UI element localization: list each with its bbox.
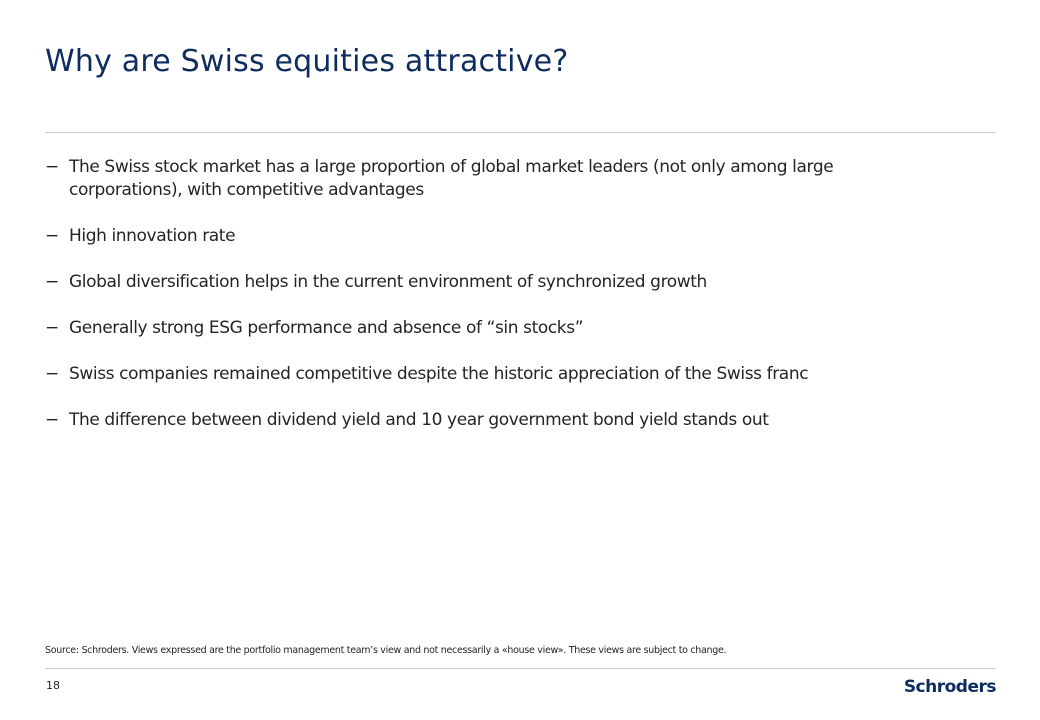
bullet-dash: − xyxy=(45,410,59,430)
source-footnote: Source: Schroders. Views expressed are the portfolio management team’s view and not necessarily a «house view». These views are subject to change. xyxy=(45,645,727,656)
page-number: 18 xyxy=(46,679,60,692)
bullet-item xyxy=(45,271,945,294)
bullet-text: High innovation rate xyxy=(69,226,236,246)
bullet-item xyxy=(45,363,945,386)
title-divider xyxy=(45,132,996,133)
bullet-text: Swiss companies remained competitive despite the historic appreciation of the Swiss franc xyxy=(69,364,809,384)
bullet-dash: − xyxy=(45,226,59,246)
bullet-item xyxy=(45,156,945,202)
bullet-dash: − xyxy=(45,318,59,338)
schroders-logo: Schroders xyxy=(903,677,996,697)
bullet-dash: − xyxy=(45,157,59,177)
bullet-text: Generally strong ESG performance and absence of “sin stocks” xyxy=(69,318,584,338)
bullet-text: The difference between dividend yield and 10 year government bond yield stands out xyxy=(69,410,769,430)
bullet-item xyxy=(45,225,945,248)
bullet-list xyxy=(45,156,945,455)
slide-title: Why are Swiss equities attractive? xyxy=(45,44,569,79)
bullet-text: Global diversification helps in the current environment of synchronized growth xyxy=(69,272,707,292)
bullet-dash: − xyxy=(45,272,59,292)
bullet-item xyxy=(45,317,945,340)
bullet-dash: − xyxy=(45,364,59,384)
bullet-item xyxy=(45,409,945,432)
footer-divider xyxy=(45,668,996,669)
bullet-text: The Swiss stock market has a large proportion of global market leaders (not only among large corporations), with competitive advantages xyxy=(69,157,834,200)
